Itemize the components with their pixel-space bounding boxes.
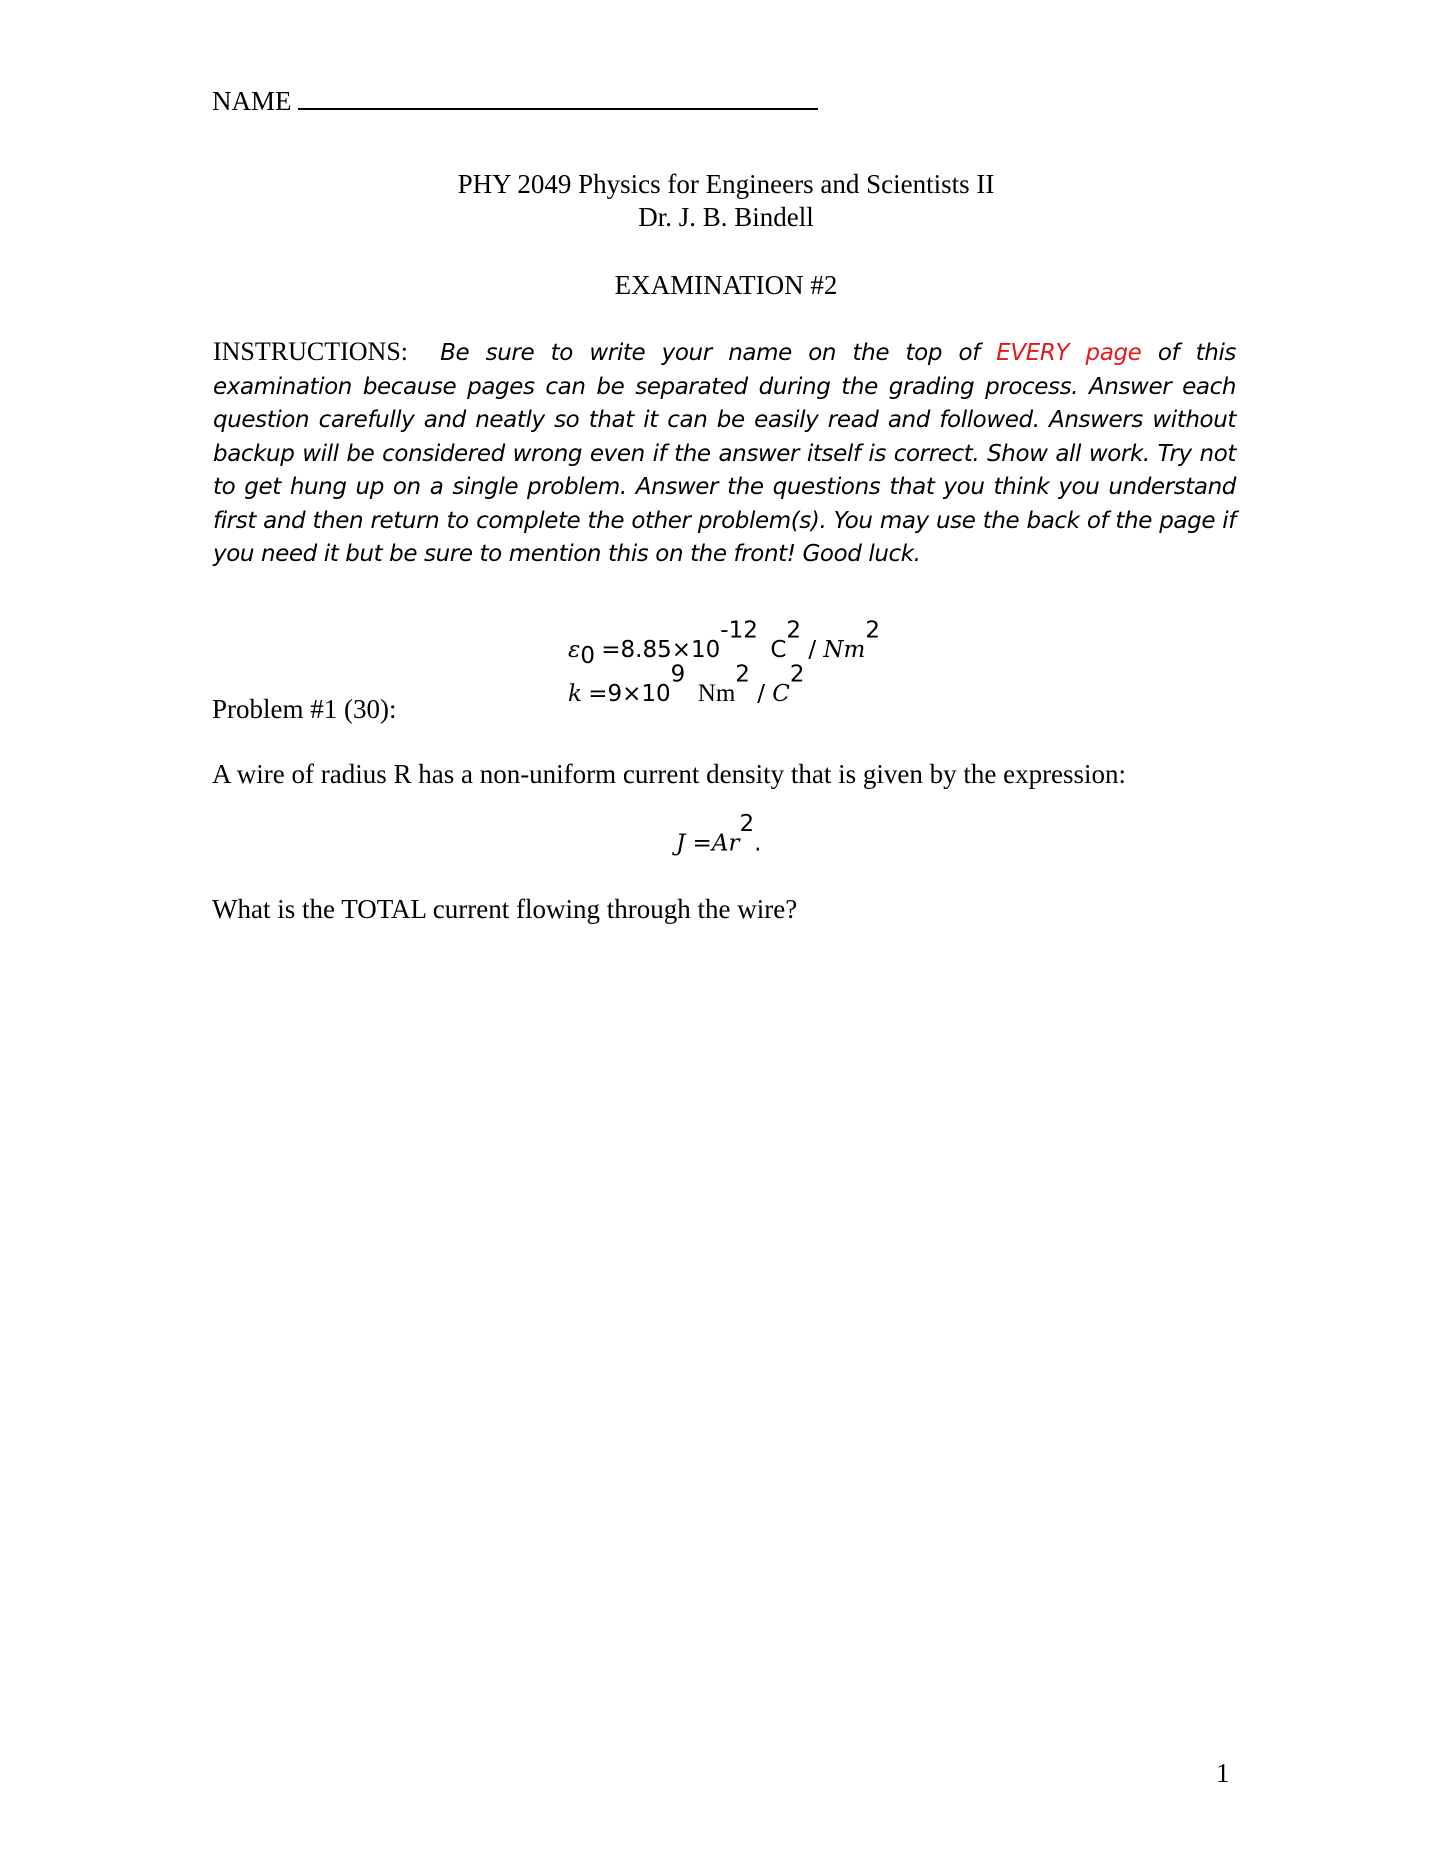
k-value: =9×10 [588,681,671,707]
epsilon-value: =8.85×10 [601,637,721,663]
page-number: 1 [1216,1758,1230,1788]
name-field-row [212,84,818,118]
epsilon-unit-nm-exp: 2 [865,617,880,644]
equation-equals: = [685,830,712,857]
course-header [212,168,1240,234]
epsilon-unit-sep: / [801,637,824,663]
exam-title: EXAMINATION #2 [614,270,838,300]
equation-exponent: 2 [739,811,755,837]
k-unit-nm: Nm [697,680,736,707]
instructions-text-end: of this examination because pages can be separated during the grading process. Answer each question carefully and neatly so that it can be easily read and followed. Answers without backup will be considered wrong even if the answer itself is correct. Show all work. Try not to get hung up on a single problem. Answer the questions that you think you understand first and then return to complete the other problem(s). You may use the back of the page if you need it but be sure to mention this on the front! Good luck. [213,340,1237,567]
instructions-label: INSTRUCTIONS: [213,337,409,366]
constant-k [568,661,880,716]
instructions-text-start: Be sure to write your name on the top of [440,340,997,366]
epsilon-subscript: 0 [580,642,595,669]
constant-epsilon [568,617,880,672]
instructions-paragraph [213,336,1236,571]
epsilon-unit-c: C [770,637,787,663]
k-exponent: 9 [670,661,686,688]
k-unit-c-exp: 2 [789,661,805,688]
problem-question: What is the TOTAL current flowing through the wire? [212,894,798,924]
k-unit-c: C [772,681,790,707]
name-blank-line [298,84,818,110]
course-title: PHY 2049 Physics for Engineers and Scientists II [457,169,995,199]
name-label: NAME [212,86,292,116]
k-unit-sep: / [749,681,773,707]
epsilon-symbol: ε [568,637,581,663]
equation-tail: . [754,830,762,857]
epsilon-exponent: -12 [720,617,758,644]
problem-label: Problem #1 (30): [212,694,397,724]
physical-constants [568,617,880,716]
problem-statement: A wire of radius R has a non-uniform current density that is given by the expression: [212,759,1127,789]
equation-lhs: J [676,830,686,857]
current-density-equation [676,811,762,861]
epsilon-unit-c-exp: 2 [786,617,802,644]
epsilon-unit-nm: Nm [823,637,866,663]
instructor-name: Dr. J. B. Bindell [638,202,814,232]
equation-rhs: Ar [711,830,740,857]
instructions-emphasis: EVERY page [996,340,1142,366]
k-unit-nm-exp: 2 [735,661,750,688]
k-symbol: k [568,681,582,707]
